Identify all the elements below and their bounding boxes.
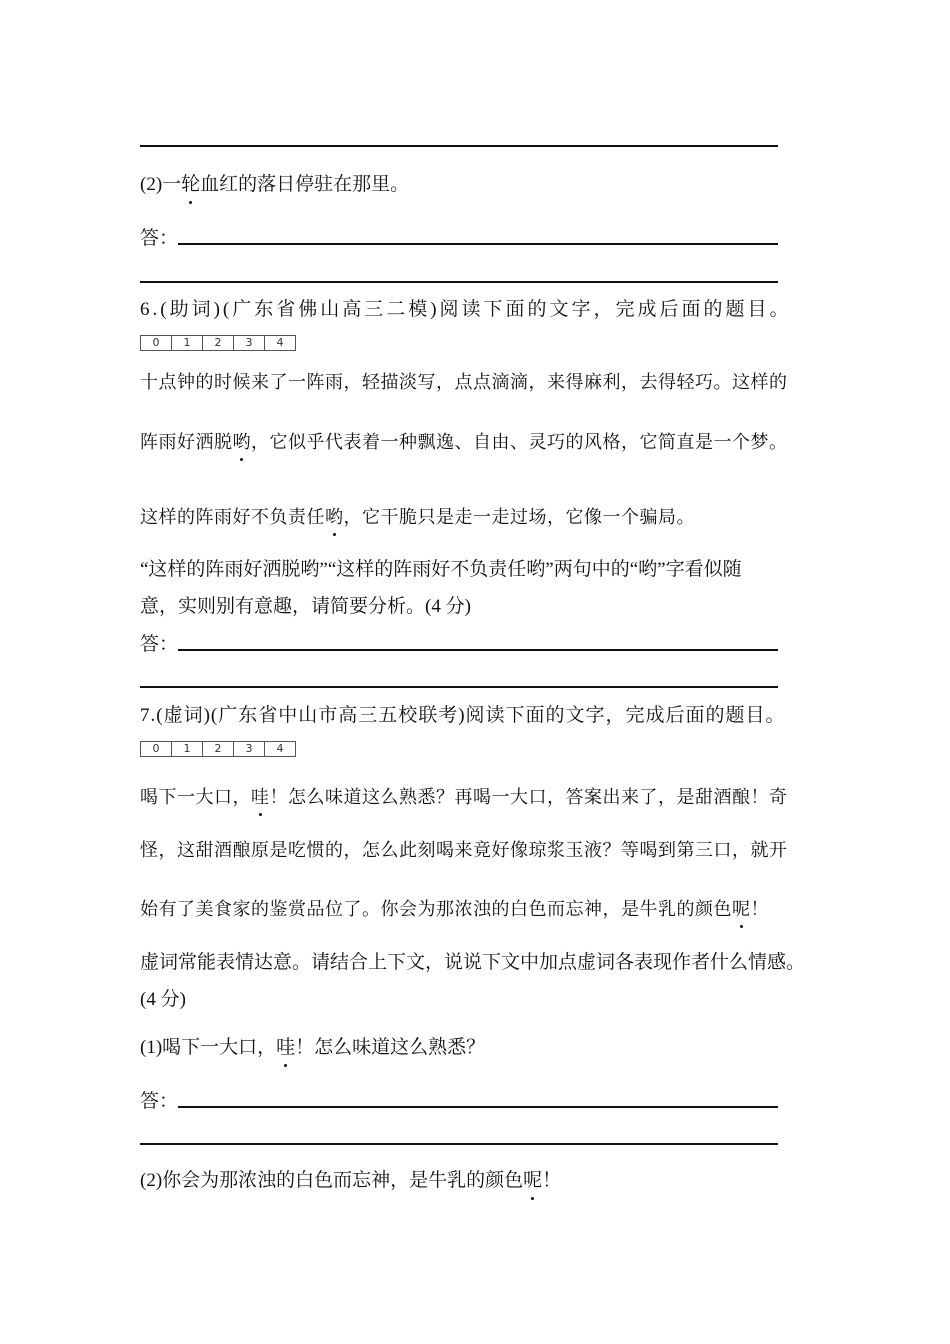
score-cell: 0 — [141, 336, 172, 350]
score-cell: 3 — [234, 336, 265, 350]
score-cell: 1 — [172, 336, 203, 350]
sub-text: ！怎么味道这么熟悉？ — [295, 1037, 486, 1058]
q6-passage-line: 十点钟的时候来了一阵雨，轻描淡写，点点滴滴，来得麻利，去得轻巧。这样的 — [140, 372, 788, 392]
q7-passage-line — [140, 897, 769, 921]
sub-text: (2)你会为那浓浊的白色而忘神，是牛乳的颜色 — [140, 1170, 524, 1191]
answer-blank-line — [140, 281, 778, 283]
q6-question: 意，实则别有意趣，请简要分析。(4 分) — [140, 596, 471, 617]
answer-label: 答： — [140, 1091, 179, 1112]
q6-passage-line — [140, 430, 788, 454]
q6-header: 6.(助词)(广东省佛山高三二模)阅读下面的文字，完成后面的题目。 — [140, 299, 792, 320]
q5-sub2-prefix: (2)一 — [140, 174, 182, 195]
answer-label: 答： — [140, 228, 179, 249]
q7-score-scale — [140, 741, 296, 757]
score-cell: 4 — [276, 742, 284, 755]
q7-question: 虚词常能表情达意。请结合上下文，说说下文中加点虚词各表现作者什么情感。 — [140, 952, 806, 973]
score-cell: 3 — [234, 742, 265, 756]
passage-text: 喝下一大口， — [140, 787, 251, 807]
passage-text: 这样的阵雨好不负责任 — [140, 507, 325, 527]
answer-blank-line — [140, 145, 778, 147]
emphasis-dot-char: 哇 — [251, 787, 270, 807]
emphasis-dot-char: 哇 — [276, 1037, 296, 1058]
q7-sub1 — [140, 1036, 485, 1060]
score-cell: 2 — [203, 336, 234, 350]
answer-label: 答： — [140, 634, 179, 655]
score-cell: 1 — [172, 742, 203, 756]
emphasis-dot-char: 呢 — [523, 1170, 543, 1191]
q7-passage-line: 怪，这甜酒酿原是吃惯的，怎么此刻喝来竟好像琼浆玉液？等喝到第三口，就开 — [140, 840, 788, 860]
answer-blank-line — [140, 1143, 778, 1145]
q6-question: “这样的阵雨好洒脱哟”“这样的阵雨好不负责任哟”两句中的“哟”字看似随 — [140, 559, 742, 580]
q6-passage-line — [140, 505, 695, 529]
q7-header: 7.(虚词)(广东省中山市高三五校联考)阅读下面的文字，完成后面的题目。 — [140, 705, 786, 726]
passage-text: 始有了美食家的鉴赏品位了。你会为那浓浊的白色而忘神，是牛乳的颜色 — [140, 899, 732, 919]
q7-question: (4 分) — [140, 989, 186, 1010]
passage-text: ，它干脆只是走一走过场，它像一个骗局。 — [343, 507, 695, 527]
emphasis-dot-char: 呢 — [732, 899, 751, 919]
passage-text: ，它似乎代表着一种飘逸、自由、灵巧的风格，它简直是一个梦。 — [251, 432, 788, 452]
answer-blank-line — [178, 1106, 778, 1108]
answer-blank-line — [140, 686, 778, 688]
sub-text: (1)喝下一大口， — [140, 1037, 277, 1058]
sub-text: ！ — [542, 1170, 562, 1191]
score-cell: 4 — [276, 336, 284, 349]
q7-passage-line — [140, 785, 788, 809]
score-cell: 2 — [203, 742, 234, 756]
passage-text: 阵雨好洒脱 — [140, 432, 233, 452]
answer-blank-line — [178, 243, 778, 245]
emphasis-dot-char: 哟 — [232, 432, 251, 452]
emphasis-dot-char: 哟 — [325, 507, 344, 527]
q6-score-scale — [140, 335, 296, 351]
q7-sub2 — [140, 1169, 561, 1193]
q5-sub2-rest: 血红的落日停驻在那里。 — [200, 174, 410, 195]
passage-text: ！怎么味道这么熟悉？再喝一大口，答案出来了，是甜酒酿！奇 — [269, 787, 788, 807]
q5-sub2 — [140, 173, 409, 197]
passage-text: ！ — [750, 899, 769, 919]
score-cell: 0 — [141, 742, 172, 756]
emphasis-dot-char: 轮 — [181, 174, 201, 195]
answer-blank-line — [178, 649, 778, 651]
